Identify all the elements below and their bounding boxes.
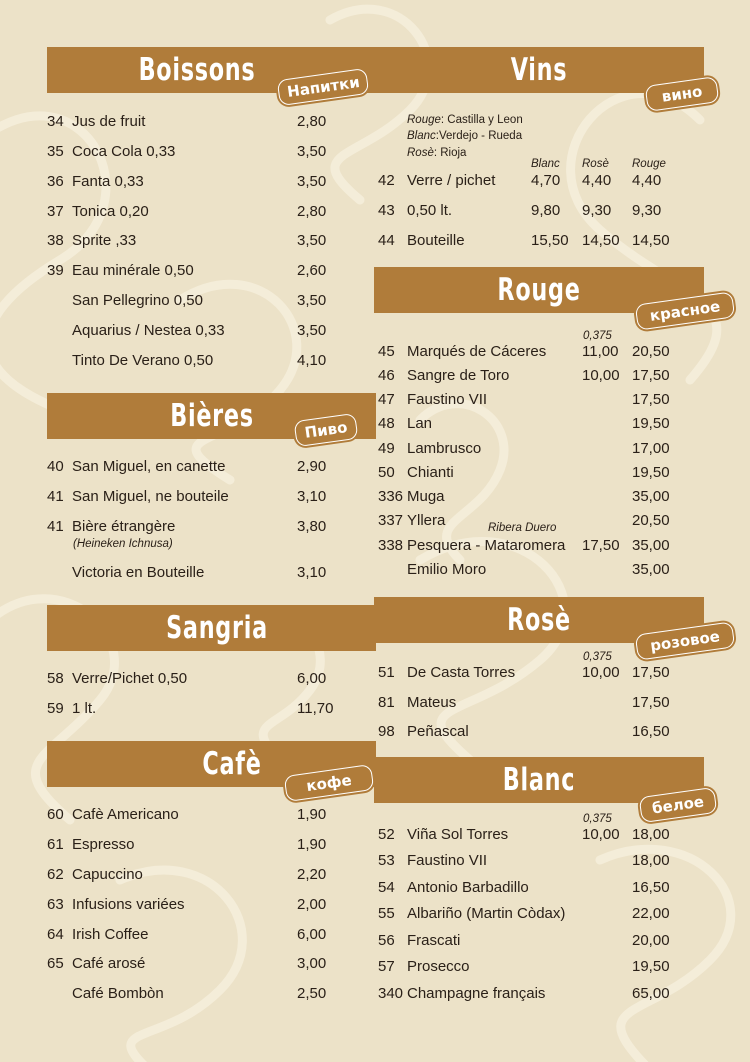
item-name: San Miguel, ne bouteile	[72, 488, 229, 505]
sangria-header	[47, 605, 376, 651]
wine-item-row	[378, 534, 678, 558]
menu-item-row	[47, 923, 347, 947]
item-no: 338	[378, 537, 404, 554]
item-p2: 22,00	[632, 905, 670, 922]
menu-item-row	[47, 893, 347, 917]
menu-item-row	[47, 803, 347, 827]
item-name: Pesquera - Mataromera	[407, 537, 566, 554]
item-name: Irish Coffee	[72, 926, 149, 943]
bieres-ru-tag: Пиво	[293, 413, 358, 447]
wine-item-row	[378, 849, 678, 873]
item-no: 49	[378, 440, 395, 457]
wine-item-row	[378, 437, 678, 461]
item-p2: 20,50	[632, 343, 670, 360]
item-price: 3,50	[297, 143, 327, 160]
item-p2: 20,00	[632, 932, 670, 949]
item-name: Emilio Moro	[407, 561, 487, 578]
item-no: 62	[47, 866, 64, 883]
item-name: Verre/Pichet 0,50	[72, 670, 188, 687]
item-no: 98	[378, 723, 395, 740]
wine-item-row	[378, 340, 678, 364]
item-price: 3,10	[297, 488, 327, 505]
item-p2: 17,50	[632, 694, 670, 711]
item-no: 41	[47, 518, 64, 535]
menu-item-row	[47, 515, 347, 539]
item-name: 0,50 lt.	[407, 202, 453, 219]
item-no: 37	[47, 203, 64, 220]
item-name: Lambrusco	[407, 440, 482, 457]
menu-item-row	[47, 455, 347, 479]
wine-item-row	[378, 509, 678, 533]
wine-item-row	[378, 199, 678, 223]
item-no: 57	[378, 958, 395, 975]
boissons-title: Boissons	[138, 52, 256, 88]
item-name: Yllera	[407, 512, 446, 529]
item-name: Bouteille	[407, 232, 465, 249]
item-no: 337	[378, 512, 404, 529]
item-price: 4,10	[297, 352, 327, 369]
item-name: Victoria en Bouteille	[72, 564, 205, 581]
item-p2: 17,50	[632, 664, 670, 681]
bieres-title: Bières	[170, 398, 254, 434]
item-no: 41	[47, 488, 64, 505]
item-p2: 35,00	[632, 561, 670, 578]
item-rose: 14,50	[582, 232, 620, 249]
bieres-note: (Heineken Ichnusa)	[73, 538, 173, 550]
item-no: 43	[378, 202, 395, 219]
item-price: 3,80	[297, 518, 327, 535]
item-name: Bière étrangère	[72, 518, 176, 535]
item-no: 81	[378, 694, 395, 711]
rose-ru-tag: розовое	[635, 621, 736, 660]
wine-item-row	[378, 955, 678, 979]
item-name: Fanta 0,33	[72, 173, 144, 190]
item-p2: 19,50	[632, 415, 670, 432]
item-no: 35	[47, 143, 64, 160]
wine-item-row	[378, 691, 678, 715]
item-p2: 65,00	[632, 985, 670, 1002]
wine-item-row	[378, 485, 678, 509]
item-no: 47	[378, 391, 395, 408]
wine-item-row	[378, 412, 678, 436]
boissons-ru-tag: Напитки	[277, 68, 370, 106]
item-price: 3,50	[297, 173, 327, 190]
item-no: 36	[47, 173, 64, 190]
item-price: 6,00	[297, 670, 327, 687]
menu-item-row	[47, 259, 347, 283]
item-p2: 17,00	[632, 440, 670, 457]
item-name: Frascati	[407, 932, 461, 949]
blanc-title: Blanc	[502, 762, 576, 798]
item-no: 50	[378, 464, 395, 481]
item-no: 59	[47, 700, 64, 717]
item-p2: 16,50	[632, 879, 670, 896]
item-no: 58	[47, 670, 64, 687]
wine-item-row	[378, 876, 678, 900]
menu-item-row	[47, 561, 347, 585]
vins-origin-rose: Rosè: Rioja	[407, 147, 467, 159]
rouge-ribera-note: Ribera Duero	[488, 522, 557, 534]
item-name: Faustino VII	[407, 391, 488, 408]
menu-item-row	[47, 289, 347, 313]
rose-title: Rosè	[507, 602, 571, 638]
vins-origin-rouge: Rouge: Castilla y Leon	[407, 114, 523, 126]
item-no: 53	[378, 852, 395, 869]
menu-item-row	[47, 200, 347, 224]
item-rose: 9,30	[582, 202, 612, 219]
wine-item-row	[378, 461, 678, 485]
item-no: 65	[47, 955, 64, 972]
item-name: Sangre de Toro	[407, 367, 510, 384]
item-name: Champagne français	[407, 985, 546, 1002]
item-no: 42	[378, 172, 395, 189]
wine-item-row	[378, 902, 678, 926]
item-price: 2,00	[297, 896, 327, 913]
item-no: 46	[378, 367, 395, 384]
item-no: 40	[47, 458, 64, 475]
menu-item-row	[47, 833, 347, 857]
cafe-title: Cafè	[202, 746, 262, 782]
item-no: 56	[378, 932, 395, 949]
item-name: Antonio Barbadillo	[407, 879, 529, 896]
item-price: 11,70	[297, 700, 334, 717]
item-name: Verre / pichet	[407, 172, 496, 189]
vins-origin-blanc: Blanc:Verdejo - Rueda	[407, 130, 523, 142]
item-price: 6,00	[297, 926, 327, 943]
item-no: 48	[378, 415, 395, 432]
item-name: Prosecco	[407, 958, 470, 975]
blanc-ru-tag: белое	[639, 787, 718, 823]
item-price: 3,10	[297, 564, 327, 581]
item-name: Faustino VII	[407, 852, 488, 869]
item-rouge: 14,50	[632, 232, 670, 249]
item-name: Café arosé	[72, 955, 146, 972]
sangria-title: Sangria	[166, 610, 268, 646]
item-blanc: 4,70	[531, 172, 561, 189]
item-p2: 17,50	[632, 367, 670, 384]
item-price: 2,80	[297, 113, 327, 130]
blanc-size-label: 0,375	[583, 813, 612, 825]
item-no: 51	[378, 664, 395, 681]
item-name: Coca Cola 0,33	[72, 143, 176, 160]
rouge-size-label: 0,375	[583, 330, 612, 342]
menu-item-row	[47, 319, 347, 343]
item-name: Espresso	[72, 836, 135, 853]
item-no: 52	[378, 826, 395, 843]
item-name: Lan	[407, 415, 433, 432]
item-no: 44	[378, 232, 395, 249]
item-no: 34	[47, 113, 64, 130]
item-p2: 17,50	[632, 391, 670, 408]
item-p2: 20,50	[632, 512, 670, 529]
item-p2: 18,00	[632, 852, 670, 869]
menu-item-row	[47, 697, 347, 721]
item-price: 2,90	[297, 458, 327, 475]
wine-item-row	[378, 982, 678, 1006]
vins-ru-tag: вино	[645, 76, 720, 112]
item-name: Muga	[407, 488, 445, 505]
item-name: Marqués de Cáceres	[407, 343, 547, 360]
item-no: 39	[47, 262, 64, 279]
menu-item-row	[47, 229, 347, 253]
rouge-ru-tag: красное	[635, 291, 736, 330]
item-rouge: 9,30	[632, 202, 662, 219]
rouge-title: Rouge	[497, 272, 581, 308]
wine-item-row	[378, 929, 678, 953]
item-name: Jus de fruit	[72, 113, 146, 130]
item-name: Tinto De Verano 0,50	[72, 352, 214, 369]
vins-header-rose: Rosè	[582, 158, 609, 170]
vins-title: Vins	[510, 52, 568, 88]
menu-item-row	[47, 140, 347, 164]
item-name: Sprite ,33	[72, 232, 137, 249]
item-price: 3,00	[297, 955, 327, 972]
item-no: 336	[378, 488, 404, 505]
item-price: 1,90	[297, 806, 327, 823]
wine-item-row	[378, 720, 678, 744]
item-name: Café Bombòn	[72, 985, 164, 1002]
wine-item-row	[378, 169, 678, 193]
item-p1: 10,00	[582, 367, 620, 384]
wine-item-row	[378, 229, 678, 253]
item-rouge: 4,40	[632, 172, 662, 189]
vins-header-rouge: Rouge	[632, 158, 666, 170]
item-p1: 17,50	[582, 537, 620, 554]
item-name: De Casta Torres	[407, 664, 516, 681]
item-name: Mateus	[407, 694, 457, 711]
item-price: 3,50	[297, 322, 327, 339]
item-price: 3,50	[297, 232, 327, 249]
item-no: 340	[378, 985, 404, 1002]
rose-size-label: 0,375	[583, 651, 612, 663]
item-name: Eau minérale 0,50	[72, 262, 194, 279]
item-p2: 18,00	[632, 826, 670, 843]
item-no: 63	[47, 896, 64, 913]
menu-item-row	[47, 952, 347, 976]
item-p2: 19,50	[632, 958, 670, 975]
item-p2: 16,50	[632, 723, 670, 740]
item-name: Viña Sol Torres	[407, 826, 509, 843]
menu-item-row	[47, 170, 347, 194]
item-no: 55	[378, 905, 395, 922]
item-price: 2,50	[297, 985, 327, 1002]
item-name: Peñascal	[407, 723, 469, 740]
item-name: Aquarius / Nestea 0,33	[72, 322, 225, 339]
item-name: Albariño (Martin Còdax)	[407, 905, 566, 922]
item-name: San Pellegrino 0,50	[72, 292, 203, 309]
item-price: 2,80	[297, 203, 327, 220]
item-name: San Miguel, en canette	[72, 458, 226, 475]
menu-item-row	[47, 863, 347, 887]
menu-item-row	[47, 349, 347, 373]
item-name: Infusions variées	[72, 896, 185, 913]
item-blanc: 15,50	[531, 232, 569, 249]
item-p1: 10,00	[582, 664, 620, 681]
wine-item-row	[378, 558, 678, 582]
item-no: 60	[47, 806, 64, 823]
item-price: 3,50	[297, 292, 327, 309]
item-name: Tonica 0,20	[72, 203, 149, 220]
item-name: Cafè Americano	[72, 806, 179, 823]
item-p1: 10,00	[582, 826, 620, 843]
item-p2: 35,00	[632, 488, 670, 505]
item-no: 45	[378, 343, 395, 360]
item-blanc: 9,80	[531, 202, 561, 219]
wine-item-row	[378, 661, 678, 685]
item-no: 38	[47, 232, 64, 249]
item-price: 2,20	[297, 866, 327, 883]
item-p2: 35,00	[632, 537, 670, 554]
item-name: Capuccino	[72, 866, 143, 883]
menu-item-row	[47, 110, 347, 134]
item-name: 1 lt.	[72, 700, 97, 717]
item-p1: 11,00	[582, 343, 619, 360]
menu-item-row	[47, 485, 347, 509]
item-no: 54	[378, 879, 395, 896]
item-rose: 4,40	[582, 172, 612, 189]
menu-item-row	[47, 667, 347, 691]
wine-item-row	[378, 388, 678, 412]
item-no: 64	[47, 926, 64, 943]
wine-item-row	[378, 823, 678, 847]
wine-item-row	[378, 364, 678, 388]
item-no: 61	[47, 836, 64, 853]
vins-header-blanc: Blanc	[531, 158, 560, 170]
item-price: 1,90	[297, 836, 327, 853]
item-p2: 19,50	[632, 464, 670, 481]
item-price: 2,60	[297, 262, 327, 279]
item-name: Chianti	[407, 464, 454, 481]
menu-item-row	[47, 982, 347, 1006]
cafe-ru-tag: кофе	[284, 764, 375, 802]
